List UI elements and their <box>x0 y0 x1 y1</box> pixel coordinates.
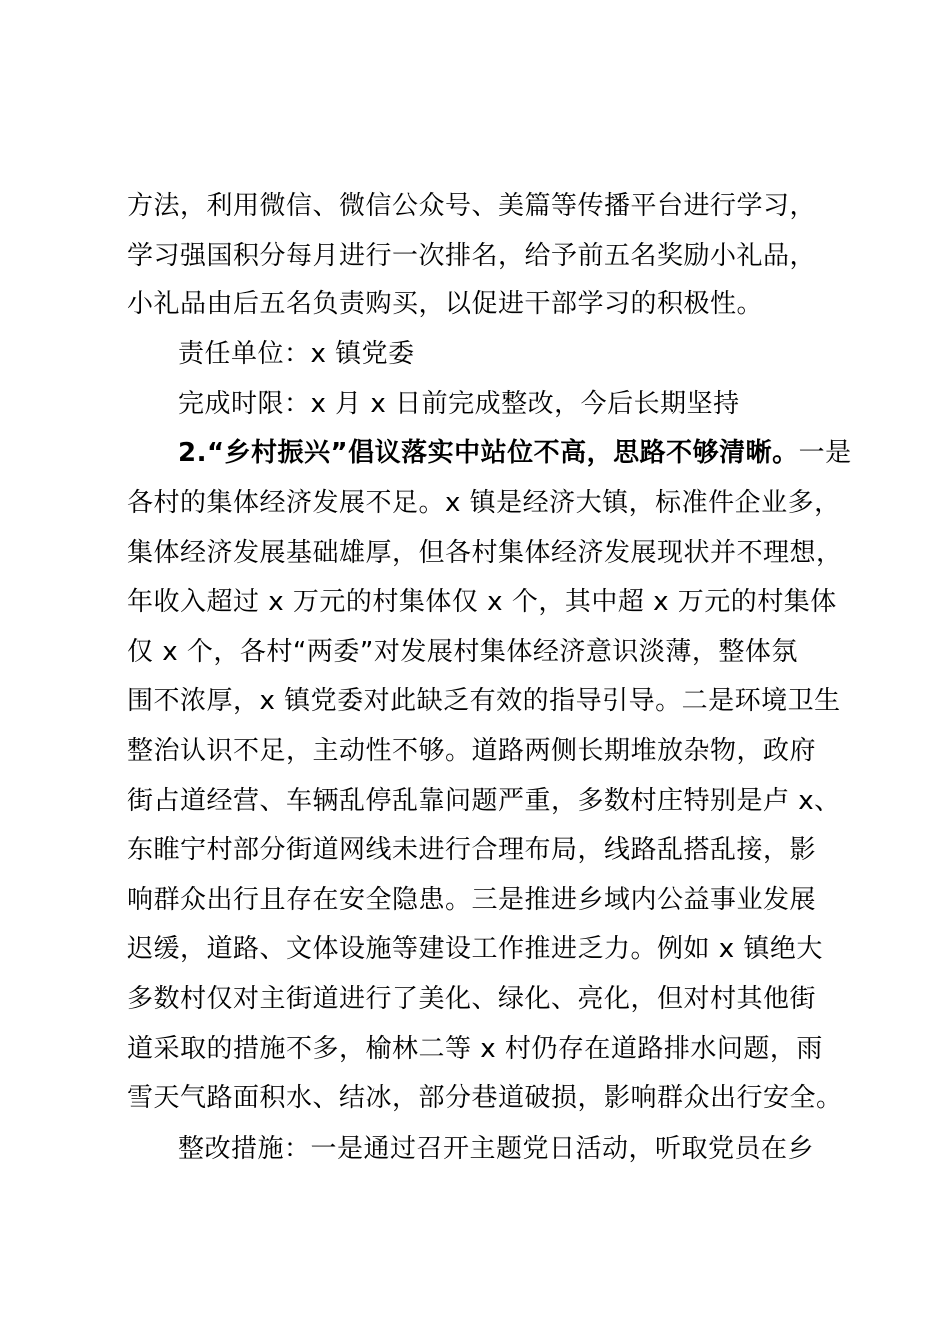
text-line: 各村的集体经济发展不足。x 镇是经济大镇，标准件企业多， <box>127 488 841 518</box>
text-line: 多数村仅对主街道进行了美化、绿化、亮化，但对村其他街 <box>127 984 817 1014</box>
deadline-line: 完成时限：x 月 x 日前完成整改，今后长期坚持 <box>178 389 740 419</box>
text-line: 东睢宁村部分街道网线未进行合理布局，线路乱搭乱接，影 <box>127 835 817 865</box>
text-fragment: 一是 <box>798 438 852 468</box>
text-line: 整改措施：一是通过召开主题党日活动，听取党员在乡 <box>178 1134 815 1164</box>
text-line: 小礼品由后五名负责购买，以促进干部学习的积极性。 <box>127 289 764 319</box>
responsible-unit-line: 责任单位：x 镇党委 <box>178 339 415 369</box>
text-line: 仅 x 个，各村“两委”对发展村集体经济意识淡薄，整体氛 <box>127 637 798 667</box>
text-line: 方法，利用微信、微信公众号、美篇等传播平台进行学习， <box>127 191 817 221</box>
text-line: 迟缓，道路、文体设施等建设工作推进乏力。例如 x 镇绝大 <box>127 934 823 964</box>
text-line: 年收入超过 x 万元的村集体仅 x 个，其中超 x 万元的村集体 <box>127 587 837 617</box>
text-line: 围不浓厚，x 镇党委对此缺乏有效的指导引导。二是环境卫生 <box>127 686 841 716</box>
section-heading-line <box>178 438 852 468</box>
text-line: 街占道经营、车辆乱停乱靠问题严重，多数村庄特别是卢 x、 <box>127 786 841 816</box>
text-line: 雪天气路面积水、结冰，部分巷道破损，影响群众出行安全。 <box>127 1083 843 1113</box>
section-heading: 2.“乡村振兴”倡议落实中站位不高，思路不够清晰。 <box>178 438 799 468</box>
text-line: 道采取的措施不多，榆林二等 x 村仍存在道路排水问题，雨 <box>127 1034 823 1064</box>
text-line: 学习强国积分每月进行一次排名，给予前五名奖励小礼品， <box>127 241 817 271</box>
text-line: 集体经济发展基础雄厚，但各村集体经济发展现状并不理想， <box>127 538 843 568</box>
text-line: 整治认识不足，主动性不够。道路两侧长期堆放杂物，政府 <box>127 736 817 766</box>
text-line: 响群众出行且存在安全隐患。三是推进乡域内公益事业发展 <box>127 885 817 915</box>
